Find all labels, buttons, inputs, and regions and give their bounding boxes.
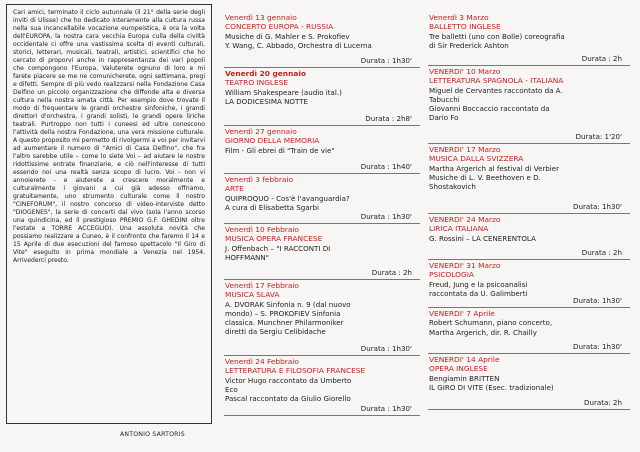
event-detail: A cura di Elisabetta Sgarbi	[225, 203, 319, 213]
event-date: Venerdì 13 gennaio	[225, 13, 297, 22]
event-detail: di Sir Frederick Ashton	[429, 41, 509, 51]
event-entry	[224, 356, 420, 416]
event-duration: Durata : 1h30'	[360, 211, 412, 221]
event-entry	[428, 144, 630, 214]
event-duration: Durata : 1h30'	[360, 55, 412, 65]
event-detail: Martha Argerich al festival di Verbier	[429, 163, 560, 173]
event-title: PSICOLOGIA	[429, 270, 474, 280]
event-detail: A. DVORAK Sinfonia n. 9 (dal nuovo	[225, 299, 351, 309]
event-detail: Victor Hugo raccontato da Umberto	[225, 375, 352, 385]
event-title: GIORNO DELLA MEMORIA	[225, 136, 320, 146]
event-duration: Durata : 2h	[581, 247, 622, 257]
event-duration: Durata: 1h30'	[573, 201, 622, 211]
event-title: BALLETTO INGLESE	[429, 22, 501, 32]
event-date: Venerdì 20 gennaio	[225, 69, 306, 78]
event-detail: Eco	[225, 385, 238, 395]
event-title: OPERA INGLESE	[429, 364, 488, 374]
event-title: LETTERATURA SPAGNOLA - ITALIANA	[429, 76, 564, 86]
event-detail: G. Rossini – LA CENERENTOLA	[429, 233, 536, 243]
letter-text: Cari amici, terminato il ciclo autunnale (il 21° della serie degli inviti di Ulisse) che ho dedicato interamente alla cultura russa nella sua incancellabile vocazione europeistica, è ora la volta dell'EUROPA, la nostra cara vecchia Europa culla della civiltà occidentale ci offre una vastissima scelta di eventi culturali, storici, letterari, musicali, teatrali, artistici, scientifici che ho cercato di proporvi anche in rappresentanza dei vari popoli che compongono l'Europa. Valuterete ognuno di loro e mi farete piacere se me ne comunicherete, ogni settimana, pregi e difetti. Sempre di più vedo realizzarsi nella Fondazione Casa Delfino un piccolo organizzazione che diffonde alta e diversa cultura nella nostra amata città. Per esempio dove trovate il modo di frequentare le grandi orchestre sinfoniche, i grandi direttori d'orchestra, i grandi solisti, le grandi opere liriche teatrali. Purtroppo non tutti i cuneesi ed ultre conoscono l'attività della nostra Fondazione, una vera missione culturale. A questo proposito mi permetto di rivolgermi a voi per invitarvi ad aumentare il numero di "Amici di Casa Delfino", che fra l'altro sarebbe utile – come lo siete Voi – ad aiutare le nostre ridottissime entrate finanziarie, e ciò nell'interesse di tutti essendo noi una realtà senza scopo di lucro. Voi - non vi annoierete - e aiuterete a crescere moralmente e culturalmente i giovani a cui già adesso offriamo, gratuitamente, uno strumento culturale come il nostro "CINEFORUM", il nostro concorso di video-interviste detto "DIOGENES", la serie di concerti dal vivo (sola l'anno scorso una quindicina, ed il prestigioso PREMIO G.F. GHEDINI oltre l'estate a TORRE ACCEGLIO). Una assoluta novità che possiamo realizzare a Cuneo, è il confronto che faremo il 14 e 15 Aprile di due esecuzioni del famoso spettacolo "Il Giro di Vite" eseguito in prima mondiale a Venezia nel 1954. Arrivederci presto.	[13, 9, 205, 265]
event-entry	[224, 280, 420, 356]
event-detail: Musiche di G. Mahler e S. Prokofiev	[225, 31, 350, 41]
event-entry	[224, 174, 420, 224]
events-column-middle	[224, 12, 420, 416]
event-duration: Durata: 1h30'	[573, 295, 622, 305]
event-date: VENERDI' 17 Marzo	[429, 145, 501, 154]
event-detail: mondo) – S. PROKOFIEV Sinfonia	[225, 309, 341, 319]
event-title: MUSICA SLAVA	[225, 290, 280, 300]
event-entry	[428, 260, 630, 308]
event-detail: LA DODICESIMA NOTTE	[225, 97, 308, 107]
event-entry	[428, 308, 630, 354]
event-title: LETTERATURA E FILOSOFIA FRANCESE	[225, 366, 366, 376]
event-duration: Durata : 1h40'	[360, 161, 412, 171]
event-entry	[428, 214, 630, 260]
event-date: VENERDI' 14 Aprile	[429, 355, 500, 364]
event-duration: Durata : 2h	[371, 267, 412, 277]
event-detail: IL GIRO DI VITE (Esec. tradizionale)	[429, 383, 554, 393]
event-duration: Durata : 2h	[581, 53, 622, 63]
events-column-right	[428, 12, 630, 410]
event-entry	[224, 224, 420, 280]
event-entry	[224, 68, 420, 126]
event-title: MUSICA DALLA SVIZZERA	[429, 154, 524, 164]
letter-box	[6, 4, 212, 424]
event-detail: Dario Fo	[429, 113, 459, 123]
event-entry	[428, 66, 630, 144]
event-date: Venerdì 24 Febbraio	[225, 357, 299, 366]
event-date: Venerdì 17 Febbraio	[225, 281, 299, 290]
event-date: Venerdì 3 Marzo	[429, 13, 489, 22]
event-detail: Miguel de Cervantes raccontato da A.	[429, 85, 563, 95]
event-title: ARTE	[225, 184, 244, 194]
event-detail: diretti da Sergiu Celibidache	[225, 327, 326, 337]
event-date: Venerdì 3 febbraio	[225, 175, 293, 184]
event-date: VENERDI' 7 Aprile	[429, 309, 495, 318]
event-entry	[428, 12, 630, 66]
event-title: CONCERTO EUROPA - RUSSIA	[225, 22, 334, 32]
event-detail: J. Offenbach – "I RACCONTI DI	[225, 243, 331, 253]
event-detail: Martha Argerich, dir. R. Chailly	[429, 327, 537, 337]
event-duration: Durata: 2h	[583, 397, 622, 407]
event-duration: Durata : 1h30'	[360, 343, 412, 353]
event-detail: Film - Gli ebrei di "Train de vie"	[225, 145, 335, 155]
event-detail: Y. Wang, C. Abbado, Orchestra di Lucerna	[225, 41, 372, 51]
signature: ANTONIO SARTORIS	[120, 431, 185, 438]
event-date: Venerdì 10 Febbraio	[225, 225, 299, 234]
event-title: MUSICA OPERA FRANCESE	[225, 234, 323, 244]
event-detail: Tre balletti (uno con Bolle) coreografia	[429, 31, 565, 41]
event-detail: William Shakespeare (audio ital.)	[225, 87, 342, 97]
event-detail: Shostakovich	[429, 182, 476, 192]
event-entry	[224, 126, 420, 174]
event-detail: Bengiamin BRITTEN	[429, 373, 500, 383]
event-detail: raccontata da U. Galimberti	[429, 289, 528, 299]
event-detail: QUIPROQUO - Cos'è l'avanguardia?	[225, 193, 350, 203]
event-detail: Tabucchi	[429, 95, 460, 105]
event-title: TEATRO INGLESE	[225, 78, 289, 88]
event-detail: classica. Munchner Philarmoniker	[225, 318, 344, 328]
event-entry	[224, 12, 420, 68]
event-detail: Freud, Jung e la psicoanalisi	[429, 279, 528, 289]
event-detail: HOFFMANN"	[225, 253, 269, 263]
event-detail: Pascal raccontato da Giulio Giorello	[225, 394, 351, 404]
event-entry	[428, 354, 630, 410]
event-duration: Durata: 1'20'	[575, 131, 622, 141]
event-title: LIRICA ITALIANA	[429, 224, 489, 234]
event-detail: Giovanni Boccaccio raccontato da	[429, 104, 550, 114]
event-date: VENERDI' 10 Marzo	[429, 67, 501, 76]
event-date: VENERDI' 24 Marzo	[429, 215, 501, 224]
event-duration: Durata : 2h8'	[365, 113, 412, 123]
event-detail: Robert Schumann, piano concerto,	[429, 318, 553, 328]
event-date: Venerdì 27 gennaio	[225, 127, 297, 136]
event-duration: Durata: 1h30'	[573, 341, 622, 351]
event-detail: Musiche di L. V. Beethoven e D.	[429, 173, 541, 183]
event-date: VENERDI' 31 Marzo	[429, 261, 501, 270]
event-duration: Durata : 1h30'	[360, 403, 412, 413]
